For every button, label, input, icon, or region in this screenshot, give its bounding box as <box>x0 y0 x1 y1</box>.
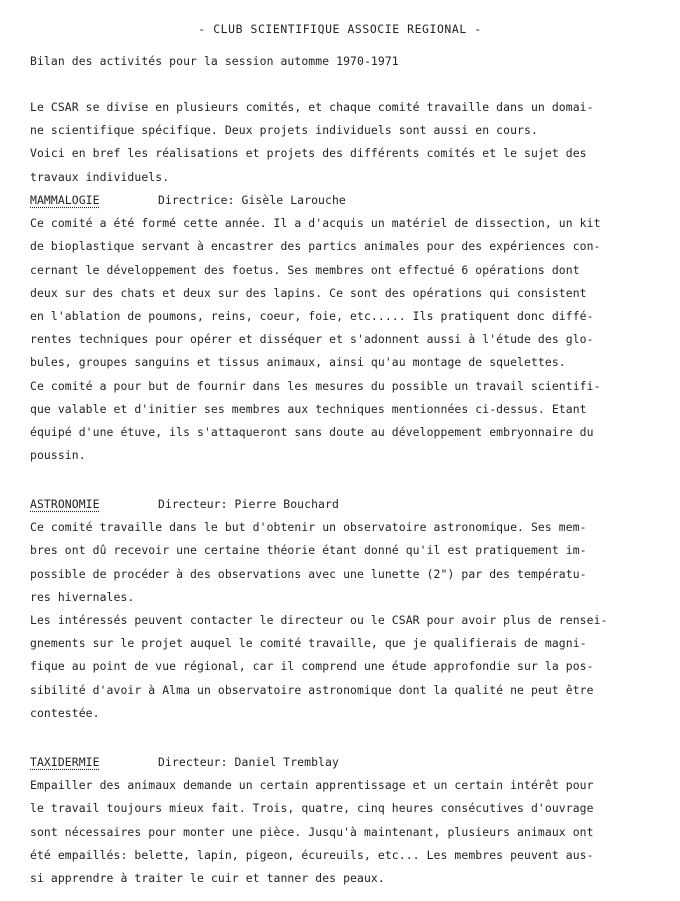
text-line: cernant le développement des foetus. Ses membres ont effectué 6 opérations dont <box>30 262 580 277</box>
text-line: Ce comité a été formé cette année. Il a d'acquis un matériel de dissection, un kit <box>30 216 601 231</box>
text-line: en l'ablation de poumons, reins, coeur, foie, etc..... Ils pratiquent donc diffé- <box>30 308 594 323</box>
text-line: Le CSAR se divise en plusieurs comités, et chaque comité travaille dans un domai- <box>30 100 594 114</box>
section-heading <box>30 751 670 774</box>
text-line: de bioplastique servant à encastrer des partics animales pour des expériences con- <box>30 239 601 254</box>
section-director: Directeur: Daniel Tremblay <box>158 755 339 769</box>
text-line: le travail toujours mieux fait. Trois, quatre, cinq heures consécutives d'ouvrage <box>30 801 594 816</box>
text-line: travaux individuels. <box>30 169 170 184</box>
section-name: ASTRONOMIE <box>30 497 100 511</box>
text-line: deux sur des chats et deux sur des lapins. Ce sont des opérations qui consistent <box>30 285 587 300</box>
text-line: ne scientifique spécifique. Deux projets individuels sont aussi en cours. <box>30 123 538 138</box>
section-name: MAMMALOGIE <box>30 193 100 207</box>
text-line: res hivernales. <box>30 589 135 604</box>
text-line: fique au point de vue régional, car il comprend une étude approfondie sur la pos- <box>30 659 594 674</box>
text-line: que valable et d'initier ses membres aux techniques mentionnées ci-dessus. Etant <box>30 401 587 416</box>
text-line: rentes techniques pour opérer et disséquer et s'adonnent aussi à l'étude des glo- <box>30 332 594 347</box>
text-line: Ce comité travaille dans le but d'obtenir un observatoire astronomique. Ses mem- <box>30 520 587 535</box>
section-director: Directeur: Pierre Bouchard <box>158 497 339 511</box>
text-line: possible de procéder à des observations avec une lunette (2") par des températu- <box>30 566 587 581</box>
section-name: TAXIDERMIE <box>30 755 100 769</box>
section-heading <box>30 493 670 516</box>
text-line: Les intéressés peuvent contacter le directeur ou le CSAR pour avoir plus de rensei- <box>30 612 608 627</box>
text-line: Empailler des animaux demande un certain apprentissage et un certain intérêt pour <box>30 778 594 793</box>
text-line: gnements sur le projet auquel le comité travaille, que je qualifierais de magni- <box>30 636 587 651</box>
text-line: été empaillés: belette, lapin, pigeon, écureuils, etc... Les membres peuvent aus- <box>30 847 594 862</box>
text-line: contestée. <box>30 705 100 720</box>
intro-paragraph <box>30 96 670 189</box>
text-line: poussin. <box>30 448 86 463</box>
section-mammalogie <box>30 189 670 467</box>
text-line: si apprendre à traiter le cuir et tanner des peaux. <box>30 870 385 885</box>
text-line: sibilité d'avoir à Alma un observatoire astronomique dont la qualité ne peut être <box>30 682 594 697</box>
text-line: sont nécessaires pour monter une pièce. Jusqu'à maintenant, plusieurs animaux ont <box>30 824 594 839</box>
section-heading <box>30 189 670 212</box>
document-subtitle: Bilan des activités pour la session automme 1970-1971 <box>30 54 399 68</box>
section-director: Directrice: Gisèle Larouche <box>158 193 346 207</box>
text-line: Ce comité a pour but de fournir dans les mesures du possible un travail scientifi- <box>30 378 601 393</box>
text-line: Voici en bref les réalisations et projets des différents comités et le sujet des <box>30 146 587 161</box>
section-taxidermie <box>30 751 670 890</box>
text-line: bules, groupes sanguins et tissus animaux, ainsi qu'au montage de squelettes. <box>30 355 566 370</box>
text-line: bres ont dû recevoir une certaine théorie étant donné qu'il est pratiquement im- <box>30 543 587 558</box>
document-title: - CLUB SCIENTIFIQUE ASSOCIE REGIONAL - <box>198 22 482 36</box>
text-line: équipé d'une étuve, ils s'attaqueront sans doute au développement embryonnaire du <box>30 424 594 439</box>
section-astronomie <box>30 493 670 725</box>
